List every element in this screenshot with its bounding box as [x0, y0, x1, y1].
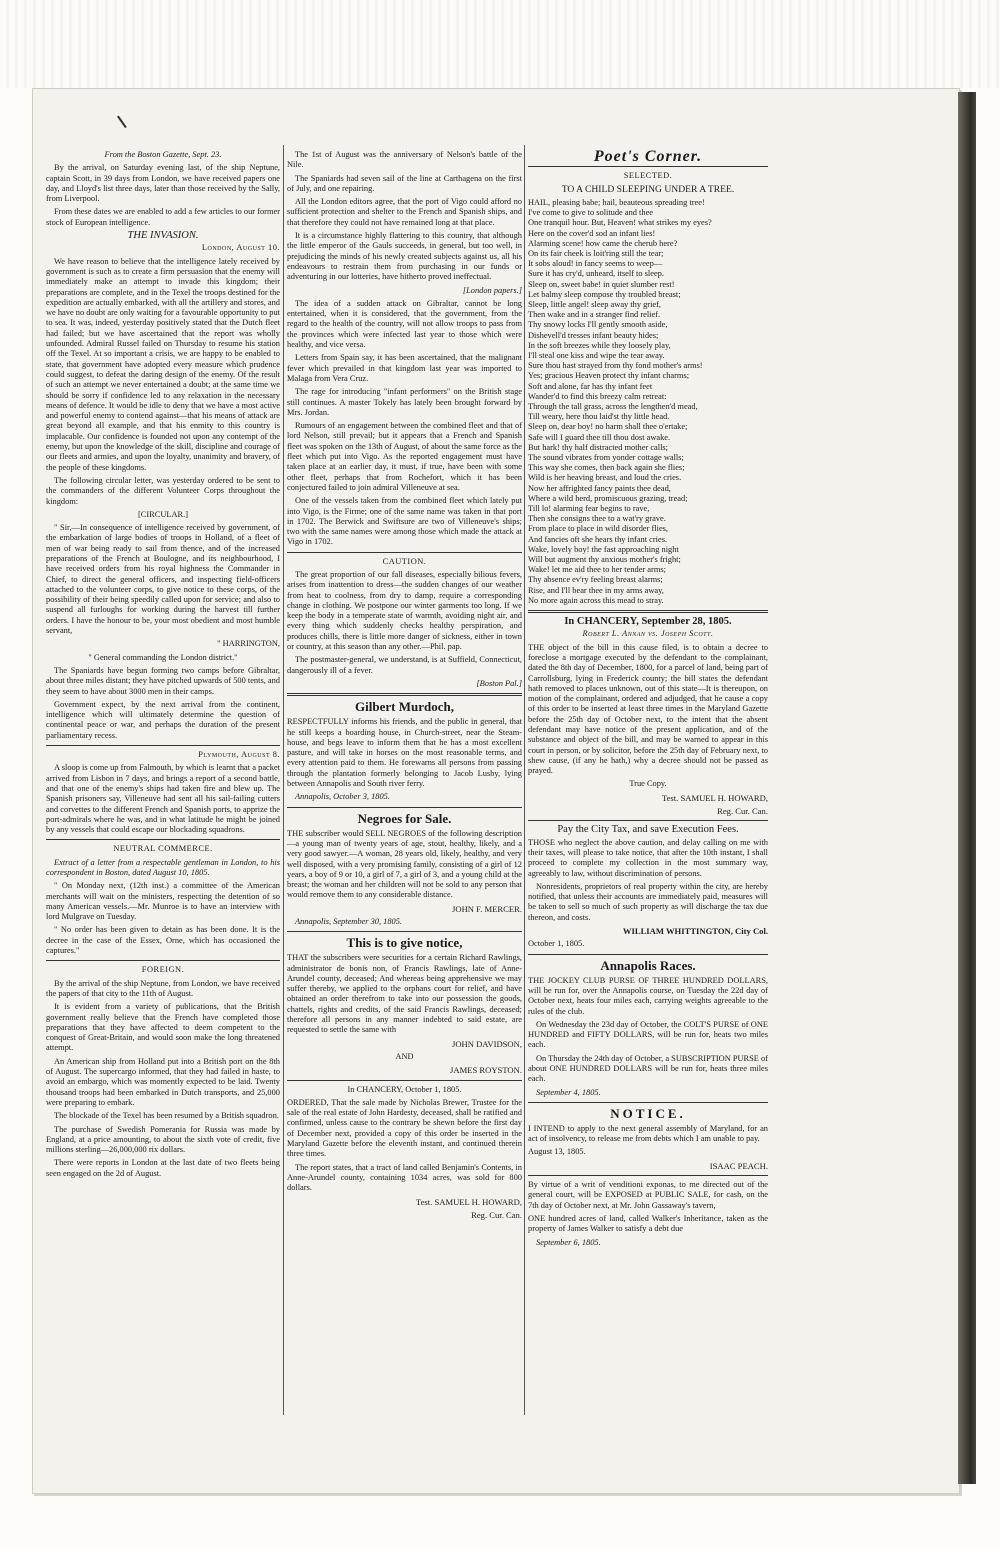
poem-line: Sleep on, sweet babe! in quiet slumber rest!	[528, 279, 675, 289]
scan-border-top	[0, 0, 1000, 88]
paragraph: It is evident from a variety of publications, that the British government really believe that the French have completed those preparations that they have affected to deem competent to the conquest of Great-Britain, and would soon make the long threatened attempt.	[46, 1002, 280, 1053]
poem-line: From place to place in wild disorder flies,	[528, 524, 669, 534]
poem-line: Soft and alone, far has thy infant feet	[528, 381, 653, 391]
poem-line: I'll steal one kiss and wipe the tear away.	[528, 350, 665, 360]
column-1	[46, 150, 280, 1182]
paragraph: The great proportion of our fall diseases, especially bilious fevers, arises from inattention to dress—the sudden changes of our weather from heat to coolness, from dry to damp, require a corresponding change in clothing. We postpone our winter garments too long. If we keep the body in a temperate state of warmth, avoiding night air, and every thing which suddenly checks healthy perspiration, and produces chills, there is little more danger of sickness, either in town or country, at this season than any other.—Phil. pap.	[287, 569, 522, 652]
paragraph: By the arrival of the ship Neptune, from London, we have received the papers of that city to the 11th of August.	[46, 978, 280, 998]
poem-line: Alarming scene! how came the cherub here?	[528, 238, 678, 248]
ad-body: ORDERED, That the sale made by Nicholas Brewer, Trustee for the sale of the real estate of John Hardesty, deceased, shall be ratified and confirmed, unless cause to the contrary be shewn before the first day of December next, provided a copy of this order be inserted in the Maryland Gazette before the eleventh instant, and continued therein three times.	[287, 1097, 522, 1159]
ad-body: THOSE who neglect the above caution, and delay calling on me with their taxes, will please to take notice, that after the 10th instant, I shall proceed to complete my collection in the most summary way, agreeably to law, without discrimination of persons.	[528, 837, 768, 878]
section-heading: THE INVASION.	[127, 230, 199, 242]
poem-line: Will but augment thy anxious mother's fright;	[528, 555, 681, 564]
poem-line: In the soft breezes while they loosely play,	[528, 340, 671, 350]
ad-body: THE JOCKEY CLUB PURSE OF THREE HUNDRED DOLLARS, will be run for, over the Annapolis course, on Tuesday the 22d day of October next, heats four miles each, carrying weights agreeable to the rules of the club.	[528, 975, 768, 1016]
paragraph: The purchase of Swedish Pomerania for Russia was made by England, at a price amounting, to about the sixth vote of credit, five millions sterling—26,000,000 rix dollars.	[46, 1124, 280, 1155]
poem-line: I've come to give to solitude and thee	[528, 208, 654, 218]
paragraph: A sloop is come up from Falmouth, by which is learnt that a packet arrived from Lisbon in 7 days, and brings a report of a second battle, and that one of the enemy's ships had taken fire and blew up. The Spanish prisoners say, Villeneuve had sent all his sail-failing cutters and corvettes to the different French and Spanish ports, to apprize the port-admirals where he was, and in what latitude he might be joined by any vessels that could escape our blockading squadrons.	[46, 763, 280, 835]
ad-date: September 4, 1805.	[536, 1087, 601, 1097]
ad-body: The report states, that a tract of land called Benjamin's Contents, in Anne-Arundel county, containing 1034 acres, was sold for 800 dollars.	[287, 1162, 522, 1193]
ad-date: August 13, 1805.	[528, 1147, 586, 1157]
ad-heading: In CHANCERY, October 1, 1805.	[347, 1084, 462, 1094]
book-spine	[958, 92, 976, 1484]
divider	[528, 1175, 768, 1176]
ad-signature: ISAAC PEACH.	[709, 1160, 768, 1171]
case-parties: Robert L. Annan vs. Joseph Scott.	[582, 629, 714, 639]
paragraph: " No order has been given to detain as has been done. It is the decree in the case of the Essex, Orne, which has occasioned the captures."	[46, 925, 280, 956]
paragraph: Rumours of an engagement between the combined fleet and that of lord Nelson, still prevail; but it appears that a French and Spanish fleet was spoken on the 13th of August, of about the same force as the fleet which put into Vigo. As the reported engagement must have taken place at an earlier day, it must, if true, have been with some other fleet, perhaps that from Rochefort, which it has been conjectured failed to join admiral Villeneuve at sea.	[287, 421, 522, 492]
divider	[287, 931, 522, 932]
poem-line: Safe will I guard thee till thou dost awake.	[528, 432, 671, 442]
poem-line: One tranquil hour. But, Heaven! what strikes my eyes?	[528, 218, 712, 228]
dateline: London, August 10.	[201, 243, 280, 253]
section-heading: NEUTRAL COMMERCE.	[113, 844, 213, 854]
poem-line: Dishevell'd tresses infant beauty hides;	[528, 330, 659, 340]
poem-line: Wild is her heaving breast, and loud the cries.	[528, 473, 682, 483]
poem-line: Till lo! alarming fear begins to rave,	[528, 503, 650, 513]
ad-heading: Negroes for Sale.	[357, 810, 452, 826]
paragraph: One of the vessels taken from the combined fleet which lately put into Vigo, is the Firme; one of the same name was taken in that port in 1702. The Berwick and Swiftsure are two of Villeneuve's ships; two with the same names were among those which made the attack at Vigo in 1702.	[287, 496, 522, 547]
poem-line: Sure it has cry'd, unheard, itself to sleep.	[528, 269, 664, 279]
paragraph: We have reason to believe that the intelligence lately received by government is such as to create a firm persuasion that the enemy will immediately make an attempt to invade this kingdom; their preparations are complete, and in the Texel the troops destined for the expedition are actually embarked, with all the artillery and stores, and we have no doubt are only waiting for a favourable opportunity to put to sea. It was, indeed, yesterday positively stated that the Dutch fleet had failed; but we have ascertained that the report was wholly unfounded. Admiral Russel failed on Thursday to resume his station off the Texel. At so important a crisis, we are happy to be enabled to state, that government have adopted every measure which prudence could suggest, to defeat the daring design of the enemy. Of the result of such an attempt we never entertained a doubt; at the same time we should be sorry if confidence led to any relaxation in the necessary means of defence. It would be idle to deny that we have a most active and powerful enemy to contend against—that his means of attack are great beyond all example, and that his enmity to this country is implacable. Our confidence is founded not upon any contempt of the enemy, but upon the knowledge of the skill, discipline and courage of our fleets and armies, and upon the loyalty, unanimity and bravery, of the people of these kingdoms.	[46, 256, 280, 472]
ad-body: On Wednesday the 23d day of October, the COLT'S PURSE of ONE HUNDRED and FIFTY DOLLARS, will be run for, heats two miles each.	[528, 1019, 768, 1050]
poem-line: Wake! let me aid thee to her tender arms;	[528, 565, 666, 575]
ad-date: September 6, 1805.	[536, 1237, 601, 1247]
paragraph: Letters from Spain say, it has been ascertained, that the malignant fever which prevailed in that kingdom last year was imported to Malaga from Vera Cruz.	[287, 353, 522, 383]
signature-title: " General commanding the London district."	[88, 652, 238, 662]
paragraph: The Spaniards have begun forming two camps before Gibraltar, about three miles distant; they have pitched upwards of 500 tents, and they seem to have about 3000 men in their camps.	[46, 665, 280, 696]
poem-line: Here on the cover'd sod an infant lies!	[528, 228, 656, 238]
section-label: SELECTED.	[623, 171, 673, 181]
source-line: From the Boston Gazette, Sept. 23.	[104, 150, 222, 159]
ad-body: ONE hundred acres of land, called Walker's Inheritance, taken as the property of James Walker to satisfy a debt due	[528, 1213, 768, 1234]
poem-line: Yes; gracious Heaven protect thy infant charms;	[528, 371, 690, 381]
paragraph: The Spaniards had seven sail of the line at Carthagena on the first of July, and one repairing.	[287, 173, 522, 193]
poem-line: This way she comes, then back again she flies;	[528, 463, 685, 473]
paragraph: The 1st of August was the anniversary of Nelson's battle of the Nile.	[287, 150, 522, 170]
ad-signature: WILLIAM WHITTINGTON, City Col.	[622, 926, 768, 937]
paragraph: By the arrival, on Saturday evening last, of the ship Neptune, captain Scott, in 39 days from London, we have received papers one day, and Lloyd's list three days, later than those received by the Sally, from Liverpool.	[46, 163, 280, 204]
column-2	[287, 150, 522, 1223]
paragraph: The rage for introducing "infant performers" on the British stage still continues. A master Tokely has lately been brought forward by Mrs. Jordan.	[287, 387, 522, 417]
paragraph: " On Monday next, (12th inst.) a committee of the American merchants will wait on the ministers, respecting the detention of so many American vessels.—Mr. Munroe is to have an interview with lord Mulgrave on Tuesday.	[46, 881, 280, 922]
paragraph: The blockade of the Texel has been resumed by a British squadron.	[54, 1111, 279, 1121]
poem-line: It sobs aloud! in fancy seems to weep—	[528, 259, 663, 269]
poem-line: Wake, lovely boy! the fast approaching night	[528, 544, 679, 554]
section-heading: CAUTION.	[382, 556, 427, 566]
paragraph: The idea of a sudden attack on Gibraltar, cannot be long entertained, when it is considered, that the government, from the regard to the health of the country, will not allow troops to pass from the provinces which were infected last year to those which were healthy, and vice versa.	[287, 298, 522, 350]
ad-signature: JAMES ROYSTON.	[450, 1065, 522, 1076]
column-3	[528, 150, 768, 1251]
poem-line: Now her affrighted fancy paints thee dead,	[528, 483, 671, 493]
poem-line: No more again across this mead to stray.	[528, 595, 664, 605]
ad-date: Annapolis, October 3, 1805.	[295, 792, 390, 802]
ad-body: THE object of the bill in this cause filed, is to obtain a decree to foreclose a mortgage executed by the defendant to the complainant, dated the 8th day of December, 1800, for a parcel of land, being part of Carrollsburg, lying in Frederick county; the bill states the defendant hath removed to places unknown, out of this state—It is thereupon, on motion of the complainant, ordered and adjudged, that he cause a copy of this order to be inserted at least three times in the Maryland Gazette before the 25th day of October next, to the intent that the absent defendant may have notice of the present application, and of the substance and object of the bill, and may be warned to appear in this court in person, or by solicitor, before the 25th day of February next, to shew cause, (if any he hath,) why a decree should not be passed as prayed.	[528, 642, 768, 776]
ad-date: October 1, 1805.	[528, 939, 585, 949]
ad-signature: Test. SAMUEL H. HOWARD,	[661, 792, 768, 803]
column-rule	[283, 145, 284, 1415]
poem-line: But hark! thy half distracted mother calls;	[528, 442, 669, 452]
source-line: [London papers.]	[462, 285, 522, 295]
poem	[528, 198, 768, 606]
poem-line: Then wake and in a stranger find relief.	[528, 310, 661, 320]
extract-line: Extract of a letter from a respectable gentleman in London, to his correspondent in Boston, dated August 10, 1805.	[46, 857, 280, 877]
ad-body: I INTEND to apply to the next general assembly of Maryland, for an act of insolvency, to release me from debts which I am unable to pay.	[528, 1123, 768, 1144]
poem-line: And fancies oft she hears thy infant cries.	[528, 534, 668, 544]
poem-line: Through the tall grass, across the lengthen'd mead,	[528, 401, 698, 411]
paragraph: An American ship from Holland put into a British port on the 8th of August. The supercargo informed, that they had failed in haste, to avoid an embargo, which was momently expected to be laid. Twenty thousand troops had been embarked in Dutch transports, and 25,000 were preparing to embark.	[46, 1056, 280, 1107]
poem-line: Where a wild herd, promiscuous grazing, tread;	[528, 493, 688, 503]
divider	[287, 693, 522, 696]
poem-line: Wander'd to find this breezy calm retreat:	[528, 391, 667, 401]
paragraph: " Sir,—In consequence of intelligence received by government, of the embarkation of large bodies of troops in Holland, of a fleet of men of war being ready to sail from thence, and of the increased preparations of the French at Boulogne, and its neighbourhood, I have received orders from his royal highness the Commander in Chief, to direct the general officers, and inspecting field-officers attached to the volunteer corps, to give notice to these corps, of the possibility of their being speedily called upon for service; and also to suspend all furloughs for working during the harvest till further orders. I have the honour to be, your most obedient and most humble servant,	[46, 523, 280, 636]
poem-line: Let balmy sleep compose thy troubled breast;	[528, 289, 681, 299]
ad-signature-title: Reg. Cur. Can.	[717, 806, 768, 817]
poem-line: Rise, and I'll bear thee in my arms away,	[528, 585, 664, 595]
divider	[528, 610, 768, 613]
paragraph: The following circular letter, was yesterday ordered to be sent to the commanders of the different Volunteer Corps throughout the kingdom:	[46, 475, 280, 506]
source-line: [Boston Pal.]	[476, 678, 522, 688]
poem-line: Thy absence ev'ry feeling breast alarms;	[528, 575, 663, 585]
ad-date: Annapolis, September 30, 1805.	[295, 917, 403, 926]
column-rule	[524, 145, 525, 1415]
divider	[287, 1080, 522, 1081]
divider	[287, 552, 522, 553]
divider	[528, 954, 768, 955]
divider	[46, 745, 280, 746]
ad-heading: This is to give notice,	[346, 935, 463, 951]
ad-body: RESPECTFULLY informs his friends, and the public in general, that he still keeps a boarding house, in Church-street, near the Steam-house, and begs leave to inform them that he has a most excellent pasture, and will take in horses on the most reasonable terms, and every attention paid to them. He forewarns all persons from passing through the plantation formerly belonging to Jacob Lusby, lying between Annapolis and South river ferry.	[287, 717, 522, 789]
poem-line: Then she consigns thee to a wat'ry grave.	[528, 514, 666, 524]
ad-note: True Copy.	[629, 779, 667, 789]
ad-signature: Test. SAMUEL H. HOWARD,	[415, 1196, 522, 1207]
section-heading: FOREIGN.	[141, 965, 185, 975]
section-heading: [CIRCULAR.]	[137, 509, 189, 519]
poem-line: The sound vibrates from yonder cottage walls;	[528, 452, 684, 462]
ad-signature-and: AND	[395, 1051, 414, 1061]
ad-heading: In CHANCERY, September 28, 1805.	[564, 616, 732, 628]
poem-line: Sleep on, dear boy! no harm shall thee o'ertake;	[528, 422, 688, 432]
ad-signature: JOHN F. MERCER.	[452, 903, 522, 914]
divider	[528, 166, 768, 167]
poem-line: On its fair cheek is loit'ring still the tear;	[528, 248, 664, 258]
poem-title: TO A CHILD SLEEPING UNDER A TREE.	[561, 183, 735, 195]
ad-body: On Thursday the 24th day of October, a SUBSCRIPTION PURSE of about ONE HUNDRED DOLLARS will be run for, heats three miles each.	[528, 1053, 768, 1084]
divider	[287, 807, 522, 808]
paragraph: There were reports in London at the last date of two fleets being seen engaged on the 2d of August.	[46, 1158, 280, 1178]
paragraph: Government expect, by the next arrival from the continent, intelligence which will ultimately determine the question of continental peace or war, and perhaps the duration of the present parliamentary recess.	[46, 699, 280, 740]
ad-signature-title: Reg. Cur. Can.	[471, 1209, 522, 1220]
divider	[46, 839, 280, 840]
ad-body: Nonresidents, proprietors of real property within the city, are hereby notified, that unless their accounts are immediately paid, measures will be taken to sell so much of such property as will discharge the tax due thereon, and costs.	[528, 881, 768, 922]
poem-line: Sure thou hast strayed from thy fond mother's arms!	[528, 361, 703, 371]
divider	[528, 820, 768, 821]
paragraph: It is a circumstance highly flattering to this country, that although the little emperor of the Gauls succeeds, in general, but too well, in prejudicing the minds of his newly created subjects against us, all his endeavours to restrain them from purchasing in our funds or adventuring in our lotteries, have hitherto proved ineffectual.	[287, 231, 522, 282]
dateline: Plymouth, August 8.	[198, 750, 280, 760]
ad-heading: Gilbert Murdoch,	[355, 699, 454, 715]
paragraph: From these dates we are enabled to add a few articles to our former stock of European intelligence.	[46, 207, 280, 227]
paragraph: All the London editors agree, that the port of Vigo could afford no sufficient protection and shelter to the French and Spanish ships, and that therefore they could not have remained long at that place.	[287, 197, 522, 227]
poem-line: HAIL, pleasing babe; hail, beauteous spreading tree!	[528, 197, 705, 207]
divider	[528, 1102, 768, 1103]
ad-body: THAT the subscribers were securities for a certain Richard Rawlings, administrator de bonis non, of Francis Rawlings, late of Anne-Arundel county, deceased; And whereas being apprehensive we may suffer thereby, we applied to the orphans court for relief, and have obtained an order therefrom to take into our possession the goods, chattels, rights and credits, of the said Francis Rawlings, deceased; therefore all persons in any manner indebted to said estate, are requested to settle the same with	[287, 953, 522, 1035]
poem-line: Thy snowy locks I'll gently smooth aside,	[528, 320, 668, 330]
poem-line: Sleep, little angel! sleep away thy grief,	[528, 299, 662, 309]
ad-heading: NOTICE.	[610, 1105, 686, 1121]
ad-body: By virtue of a writ of venditioni exponas, to me directed out of the general court, will be EXPOSED at PUBLIC SALE, for cash, on the 7th day of October next, at Mr. John Gassaway's tavern,	[528, 1180, 768, 1210]
paragraph: The postmaster-general, we understand, is at Suffield, Connecticut, dangerously ill of a fever.	[287, 655, 522, 675]
poets-corner-title: Poet's Corner.	[593, 148, 703, 165]
divider	[46, 960, 280, 961]
ad-heading: Pay the City Tax, and save Execution Fees.	[557, 824, 739, 836]
signature: " HARRINGTON,	[217, 639, 280, 649]
ad-heading: Annapolis Races.	[600, 957, 696, 973]
poem-line: Till weary, here thou laid'st thy little head.	[528, 412, 670, 422]
ad-signature: JOHN DAVIDSON,	[451, 1038, 522, 1049]
ad-body: THE subscriber would SELL NEGROES of the following description—a young man of twenty years of age, stout, healthy, likely, and a very good sawyer.—A woman, 28 years old, likely, healthy, and very well disposed, with a very promising family, consisting of a girl of 12 years, a boy of 9 or 10, a girl of 7, a girl of 3, and a young child at the breast; the woman and her children will not be sold to any person that would remove them to any considerable distance.	[287, 828, 522, 900]
